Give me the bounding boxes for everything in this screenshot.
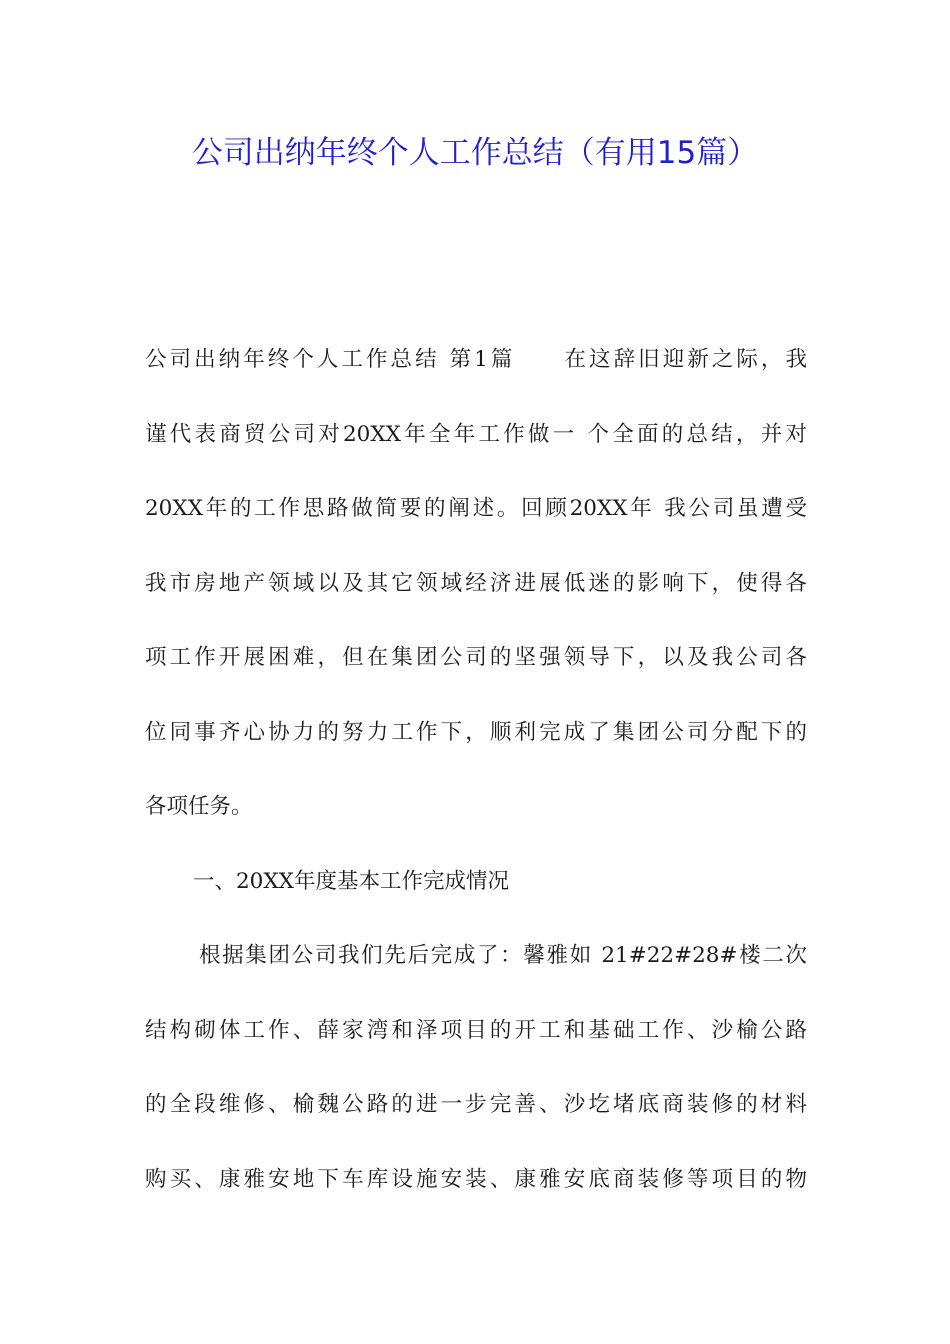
body-line-3: 20XX年的工作思路做简要的阐述。回顾20XX年 我公司虽遭受 [145,496,807,521]
body-line-1: 公司出纳年终个人工作总结 第1篇 在这辞旧迎新之际，我 [145,347,807,372]
body-line-4: 我市房地产领域以及其它领域经济进展低迷的影响下，使得各 [145,571,807,596]
body-line-7: 各项任务。 [145,794,253,819]
body-line-5: 项工作开展困难，但在集团公司的坚强领导下，以及我公司各 [145,645,807,670]
body-line-6: 位同事齐心协力的努力工作下，顺利完成了集团公司分配下的 [145,720,807,745]
body-line-10: 结构砌体工作、薛家湾和泽项目的开工和基础工作、沙榆公路 [145,1018,807,1043]
section-heading: 一、20XX年度基本工作完成情况 [193,869,509,894]
body-line-9: 根据集团公司我们先后完成了：馨雅如 21#22#28#楼二次 [199,943,807,968]
body-line-2: 谨代表商贸公司对20XX年全年工作做一 个全面的总结，并对 [145,422,807,447]
body-line-12: 购买、康雅安地下车库设施安装、康雅安底商装修等项目的物 [145,1167,807,1192]
body-line-11: 的全段维修、榆魏公路的进一步完善、沙圪堵底商装修的材料 [145,1092,807,1117]
document-title: 公司出纳年终个人工作总结（有用15篇） [191,135,759,171]
